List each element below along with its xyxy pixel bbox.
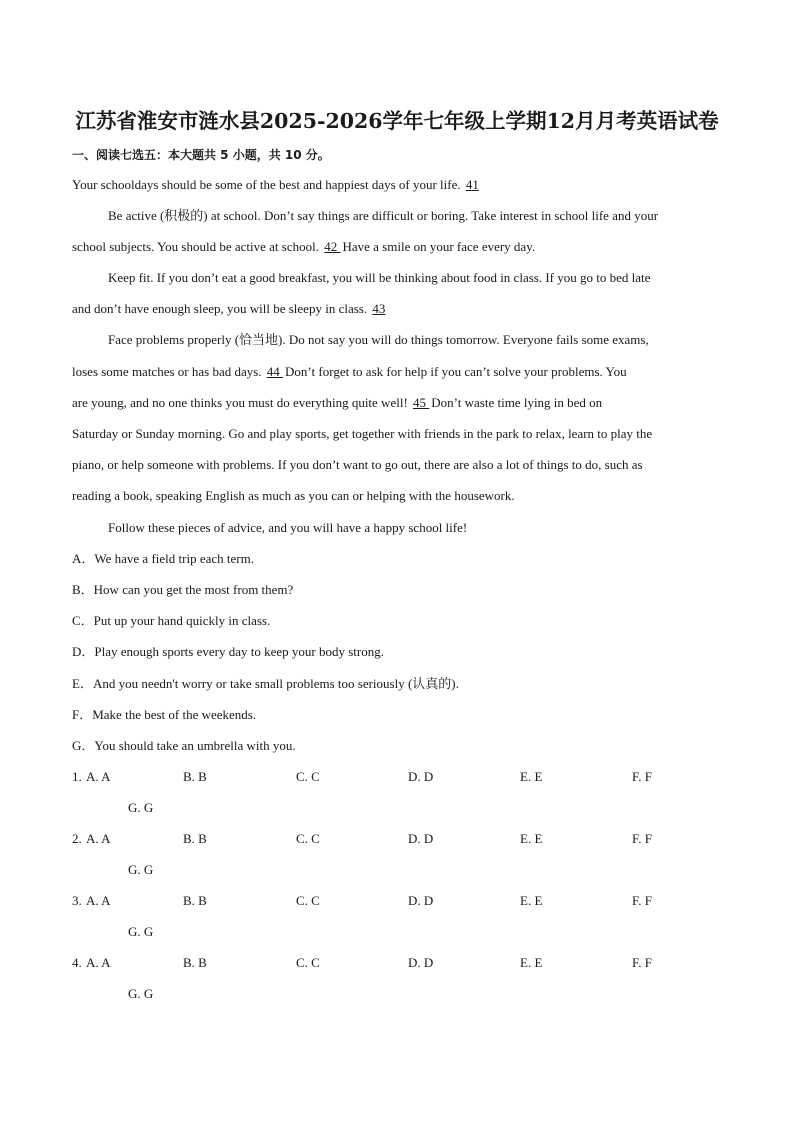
passage-line-8: [72, 395, 602, 411]
exam-title: 江苏省淮安市涟水县2025-2026学年七年级上学期12月月考英语试卷: [75, 109, 719, 133]
answer-choice-b[interactable]: B. B: [183, 893, 207, 908]
answer-choice-f[interactable]: F. F: [632, 893, 652, 908]
answer-choice-g[interactable]: G. G: [128, 924, 154, 939]
answer-choice-a[interactable]: A. A: [86, 769, 111, 784]
answer-choice-f[interactable]: F. F: [632, 831, 652, 846]
blank-43[interactable]: 43: [372, 301, 386, 316]
passage-text: are young, and no one thinks you must do everything quite well!: [72, 395, 408, 410]
passage-text: Your schooldays should be some of the best and happiest days of your life.: [72, 177, 461, 192]
passage-line-4: Keep fit. If you don’t eat a good breakfast, you will be thinking about food in class. If you go to bed late: [108, 270, 651, 285]
passage-line-1: [72, 177, 481, 193]
answer-choice-e[interactable]: E. E: [520, 893, 543, 908]
answer-choice-c[interactable]: C. C: [296, 769, 320, 784]
option-g: G．You should take an umbrella with you.: [72, 738, 296, 753]
option-f: F．Make the best of the weekends.: [72, 707, 257, 722]
answer-choice-f[interactable]: F. F: [632, 769, 652, 784]
answer-choice-d[interactable]: D. D: [408, 769, 434, 784]
passage-text: Have a smile on your face every day.: [342, 239, 536, 254]
answer-choice-c[interactable]: C. C: [296, 893, 320, 908]
passage-text: and don’t have enough sleep, you will be sleepy in class.: [72, 301, 368, 316]
option-c: C．Put up your hand quickly in class.: [72, 613, 271, 628]
answer-choice-g[interactable]: G. G: [128, 986, 154, 1001]
option-e: E．And you needn't worry or take small problems too seriously (认真的).: [72, 676, 459, 691]
answer-choice-g[interactable]: G. G: [128, 862, 154, 877]
answer-choice-c[interactable]: C. C: [296, 831, 320, 846]
answer-choice-e[interactable]: E. E: [520, 831, 543, 846]
passage-text: Don’t waste time lying in bed on: [431, 395, 603, 410]
answer-choice-g[interactable]: G. G: [128, 800, 154, 815]
blank-41[interactable]: 41: [465, 177, 479, 192]
answer-choice-e[interactable]: E. E: [520, 955, 543, 970]
passage-line-7: [72, 364, 627, 380]
passage-line-3: [72, 239, 535, 255]
answer-choice-d[interactable]: D. D: [408, 831, 434, 846]
answer-choice-f[interactable]: F. F: [632, 955, 652, 970]
answer-choice-e[interactable]: E. E: [520, 769, 543, 784]
passage-text: school subjects. You should be active at school.: [72, 239, 319, 254]
passage-text: loses some matches or has bad days.: [72, 364, 262, 379]
passage-line-10: piano, or help someone with problems. If you don’t want to go out, there are also a lot of things to do, such as: [72, 457, 643, 472]
passage-line-6: Face problems properly (恰当地). Do not say you will do things tomorrow. Everyone fails some exams,: [108, 332, 649, 347]
passage-line-9: Saturday or Sunday morning. Go and play sports, get together with friends in the park to relax, learn to play the: [72, 426, 653, 441]
question-number: 1.: [72, 769, 82, 784]
answer-choice-a[interactable]: A. A: [86, 955, 111, 970]
passage-line-2: Be active (积极的) at school. Don’t say things are difficult or boring. Take interest in school life and your: [108, 208, 659, 223]
answer-choice-b[interactable]: B. B: [183, 831, 207, 846]
answer-choice-b[interactable]: B. B: [183, 769, 207, 784]
passage-line-12: Follow these pieces of advice, and you will have a happy school life!: [108, 520, 468, 535]
blank-45[interactable]: 45: [413, 395, 430, 410]
passage-line-5: [72, 301, 387, 317]
blank-42[interactable]: 42: [324, 239, 341, 254]
question-number: 2.: [72, 831, 82, 846]
answer-choice-c[interactable]: C. C: [296, 955, 320, 970]
answer-choice-d[interactable]: D. D: [408, 893, 434, 908]
option-a: A．We have a field trip each term.: [72, 551, 254, 566]
passage-text: Don’t forget to ask for help if you can’t solve your problems. You: [285, 364, 627, 379]
option-d: D．Play enough sports every day to keep your body strong.: [72, 644, 384, 659]
question-number: 3.: [72, 893, 82, 908]
answer-choice-a[interactable]: A. A: [86, 893, 111, 908]
blank-44[interactable]: 44: [266, 364, 284, 379]
answer-choice-b[interactable]: B. B: [183, 955, 207, 970]
answer-choice-a[interactable]: A. A: [86, 831, 111, 846]
passage-line-11: reading a book, speaking English as much as you can or helping with the housework.: [72, 488, 515, 503]
section-heading: 一、阅读七选五：本大题共 5 小题，共 10 分。: [72, 148, 330, 162]
question-number: 4.: [72, 955, 82, 970]
answer-choice-d[interactable]: D. D: [408, 955, 434, 970]
option-b: B．How can you get the most from them?: [72, 582, 294, 597]
